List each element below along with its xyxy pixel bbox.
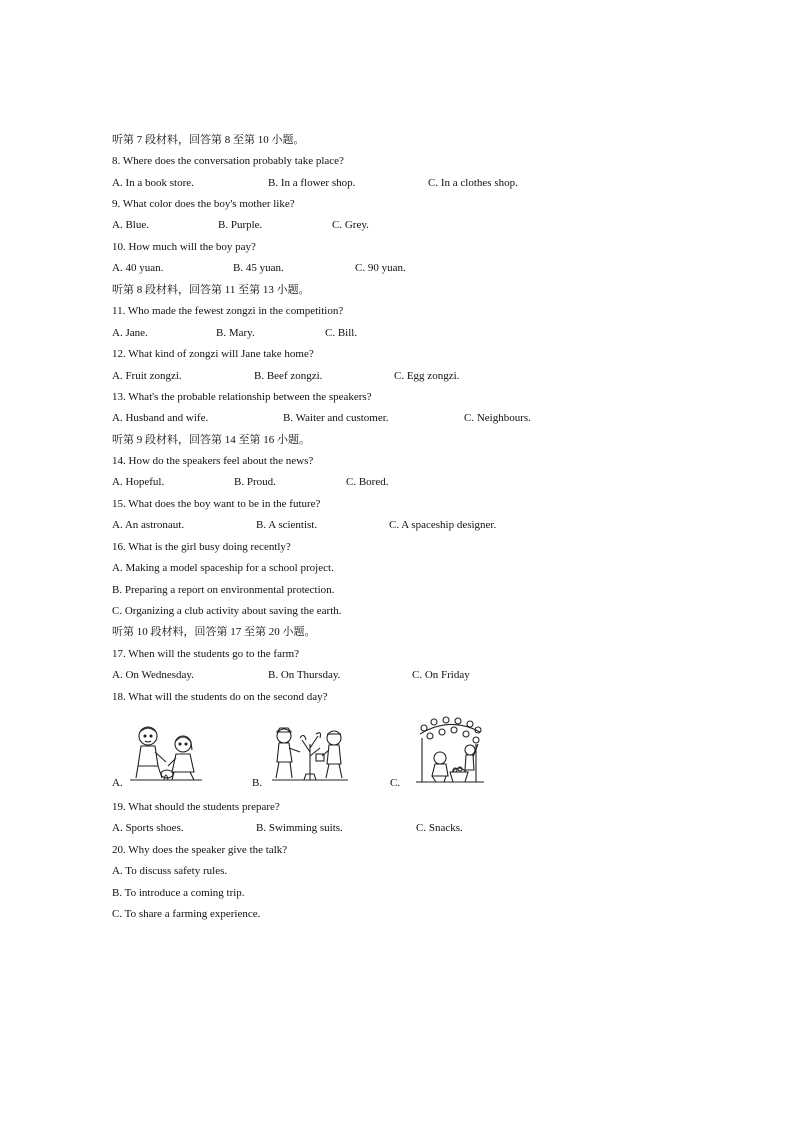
question-10: 10. How much will the boy pay? bbox=[112, 241, 256, 253]
q11-option-c[interactable]: C. Bill. bbox=[325, 327, 358, 339]
picking-fruit-icon bbox=[414, 716, 486, 786]
question-20: 20. Why does the speaker give the talk? bbox=[112, 844, 288, 856]
q19-option-b[interactable]: B. Swimming suits. bbox=[256, 822, 343, 834]
question-9: 9. What color does the boy's mother like? bbox=[112, 198, 295, 210]
q9-option-a[interactable]: A. Blue. bbox=[112, 219, 149, 231]
q18-option-b-label[interactable]: B. bbox=[252, 777, 263, 789]
children-watering-tree-icon bbox=[270, 722, 350, 784]
q8-option-a[interactable]: A. In a book store. bbox=[112, 177, 194, 189]
q14-option-c[interactable]: C. Bored. bbox=[346, 476, 389, 488]
q17-option-b[interactable]: B. On Thursday. bbox=[268, 669, 341, 681]
q19-option-c[interactable]: C. Snacks. bbox=[416, 822, 463, 834]
q18-picture-c[interactable] bbox=[414, 716, 486, 786]
q15-option-c[interactable]: C. A spaceship designer. bbox=[389, 519, 497, 531]
q15-option-b[interactable]: B. A scientist. bbox=[256, 519, 318, 531]
q9-option-c[interactable]: C. Grey. bbox=[332, 219, 369, 231]
q20-option-b[interactable]: B. To introduce a coming trip. bbox=[112, 887, 245, 899]
q18-picture-b[interactable] bbox=[270, 722, 350, 784]
q13-option-a[interactable]: A. Husband and wife. bbox=[112, 412, 209, 424]
section-heading-10: 听第 10 段材料，回答第 17 至第 20 小题。 bbox=[112, 626, 316, 638]
question-15: 15. What does the boy want to be in the future? bbox=[112, 498, 321, 510]
q18-option-c-label[interactable]: C. bbox=[390, 777, 401, 789]
q17-option-a[interactable]: A. On Wednesday. bbox=[112, 669, 194, 681]
section-heading-8: 听第 8 段材料，回答第 11 至第 13 小题。 bbox=[112, 284, 310, 296]
q8-option-b[interactable]: B. In a flower shop. bbox=[268, 177, 356, 189]
q16-option-a[interactable]: A. Making a model spaceship for a school project. bbox=[112, 562, 334, 574]
q12-option-b[interactable]: B. Beef zongzi. bbox=[254, 370, 323, 382]
question-12: 12. What kind of zongzi will Jane take home? bbox=[112, 348, 314, 360]
q18-option-a-label[interactable]: A. bbox=[112, 777, 123, 789]
section-heading-9: 听第 9 段材料，回答第 14 至第 16 小题。 bbox=[112, 434, 310, 446]
question-14: 14. How do the speakers feel about the news? bbox=[112, 455, 314, 467]
q14-option-b[interactable]: B. Proud. bbox=[234, 476, 276, 488]
q10-option-b[interactable]: B. 45 yuan. bbox=[233, 262, 284, 274]
q9-option-b[interactable]: B. Purple. bbox=[218, 219, 263, 231]
question-8: 8. Where does the conversation probably take place? bbox=[112, 155, 344, 167]
q15-option-a[interactable]: A. An astronaut. bbox=[112, 519, 185, 531]
q10-option-a[interactable]: A. 40 yuan. bbox=[112, 262, 164, 274]
q11-option-a[interactable]: A. Jane. bbox=[112, 327, 148, 339]
q14-option-a[interactable]: A. Hopeful. bbox=[112, 476, 165, 488]
q16-option-b[interactable]: B. Preparing a report on environmental protection. bbox=[112, 584, 335, 596]
question-11: 11. Who made the fewest zongzi in the competition? bbox=[112, 305, 344, 317]
question-18: 18. What will the students do on the second day? bbox=[112, 691, 328, 703]
q19-option-a[interactable]: A. Sports shoes. bbox=[112, 822, 184, 834]
question-13: 13. What's the probable relationship between the speakers? bbox=[112, 391, 372, 403]
q13-option-b[interactable]: B. Waiter and customer. bbox=[283, 412, 389, 424]
q18-picture-a[interactable] bbox=[128, 722, 204, 784]
q12-option-c[interactable]: C. Egg zongzi. bbox=[394, 370, 460, 382]
q8-option-c[interactable]: C. In a clothes shop. bbox=[428, 177, 518, 189]
q20-option-c[interactable]: C. To share a farming experience. bbox=[112, 908, 261, 920]
question-19: 19. What should the students prepare? bbox=[112, 801, 280, 813]
children-planting-icon bbox=[128, 722, 204, 784]
q16-option-c[interactable]: C. Organizing a club activity about saving the earth. bbox=[112, 605, 342, 617]
q13-option-c[interactable]: C. Neighbours. bbox=[464, 412, 531, 424]
q20-option-a[interactable]: A. To discuss safety rules. bbox=[112, 865, 228, 877]
question-17: 17. When will the students go to the farm? bbox=[112, 648, 300, 660]
question-16: 16. What is the girl busy doing recently? bbox=[112, 541, 291, 553]
q17-option-c[interactable]: C. On Friday bbox=[412, 669, 470, 681]
q10-option-c[interactable]: C. 90 yuan. bbox=[355, 262, 406, 274]
q12-option-a[interactable]: A. Fruit zongzi. bbox=[112, 370, 182, 382]
section-heading-7: 听第 7 段材料，回答第 8 至第 10 小题。 bbox=[112, 134, 305, 146]
q11-option-b[interactable]: B. Mary. bbox=[216, 327, 255, 339]
